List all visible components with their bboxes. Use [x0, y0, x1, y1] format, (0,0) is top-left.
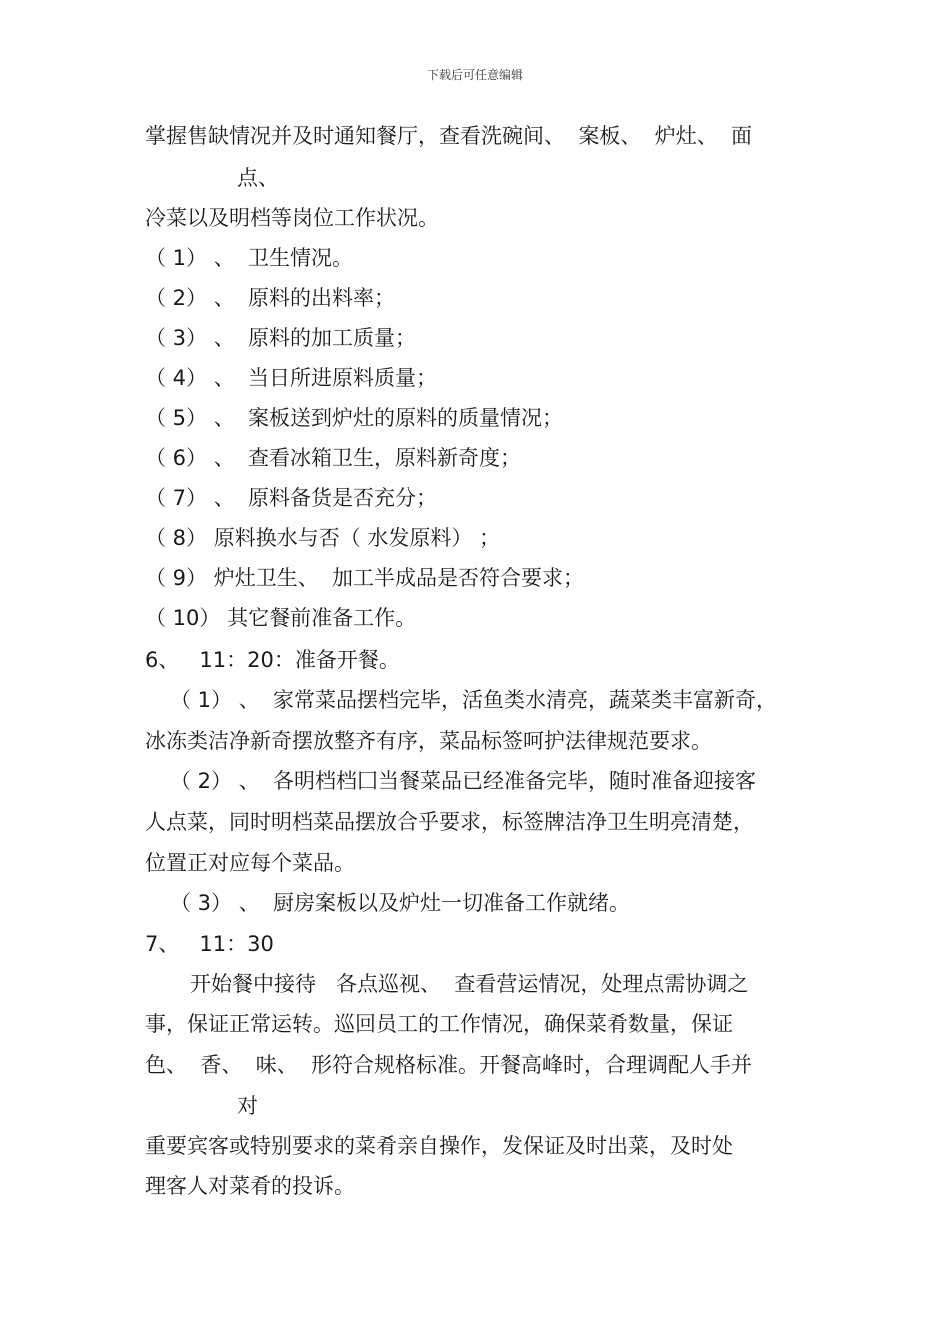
list-item: （ 6） 、 查看冰箱卫生，原料新奇度； — [145, 446, 522, 470]
text-line: 重要宾客或特别要求的菜肴亲自操作，发保证及时出菜，及时处 — [145, 1134, 733, 1158]
section-heading: 6、 11：20：准备开餐。 — [145, 648, 400, 672]
text-line: 掌握售缺情况并及时通知餐厅，查看洗碗间、 案板、 炉灶、 面 — [145, 124, 753, 148]
text-line: 事，保证正常运转。巡回员工的工作情况，确保菜肴数量，保证 — [145, 1012, 733, 1036]
list-item: （ 1） 、 家常菜品摆档完毕，活鱼类水清亮，蔬菜类丰富新奇， — [170, 688, 778, 712]
list-item: （ 10） 其它餐前准备工作。 — [145, 606, 417, 630]
text-line: 人点菜，同时明档菜品摆放合乎要求，标签牌洁净卫生明亮清楚， — [145, 810, 754, 834]
text-line: 开始餐中接待 各点巡视、 查看营运情况，处理点需协调之 — [190, 972, 749, 996]
list-item: （ 9） 炉灶卫生、 加工半成品是否符合要求； — [145, 566, 585, 590]
text-line: 冷菜以及明档等岗位工作状况。 — [145, 206, 439, 230]
text-line: 位置正对应每个菜品。 — [145, 851, 355, 875]
list-item: （ 8） 原料换水与否（ 水发原料） ； — [145, 526, 501, 550]
page-header: 下载后可任意编辑 — [426, 68, 523, 82]
list-item: （ 2） 、 各明档档囗当餐菜品已经准备完毕，随时准备迎接客 — [170, 769, 757, 793]
list-item: （ 3） 、 厨房案板以及炉灶一切准备工作就绪。 — [170, 891, 631, 915]
section-heading: 7、 11：30 — [145, 932, 274, 956]
list-item: （ 1） 、 卫生情况。 — [145, 246, 354, 270]
list-item: （ 2） 、 原料的出料率； — [145, 286, 396, 310]
list-item: （ 3） 、 原料的加工质量； — [145, 326, 417, 350]
text-line: 对 — [237, 1094, 258, 1118]
text-line: 理客人对菜肴的投诉。 — [145, 1174, 355, 1198]
text-line: 点、 — [237, 166, 279, 190]
text-line: 色、 香、 味、 形符合规格标准。开餐高峰时，合理调配人手并 — [145, 1053, 753, 1077]
list-item: （ 4） 、 当日所进原料质量； — [145, 366, 438, 390]
list-item: （ 5） 、 案板送到炉灶的原料的质量情况； — [145, 406, 564, 430]
text-line: 冰冻类洁净新奇摆放整齐有序，菜品标签呵护法律规范要求。 — [145, 729, 712, 753]
list-item: （ 7） 、 原料备货是否充分； — [145, 486, 438, 510]
